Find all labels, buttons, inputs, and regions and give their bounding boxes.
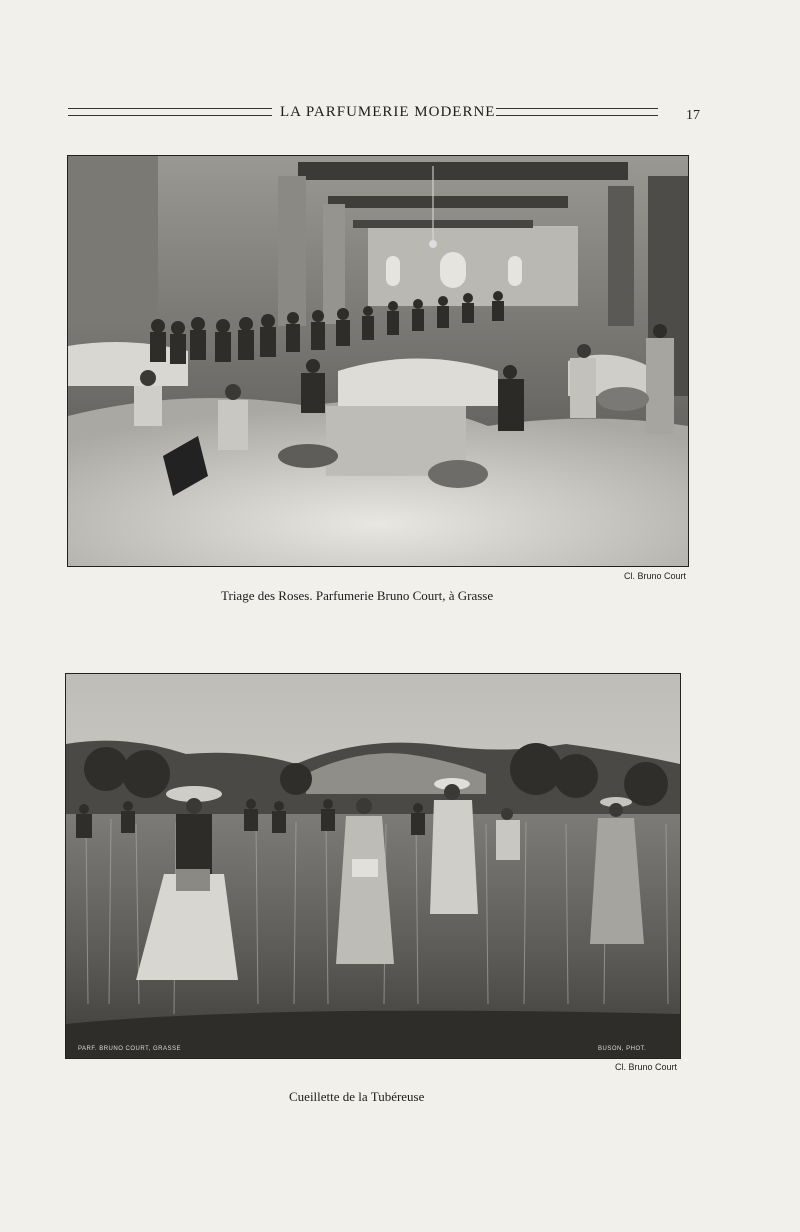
header-rule-right — [496, 108, 658, 116]
figure-caption: Triage des Roses. Parfumerie Bruno Court, à Grasse — [221, 588, 494, 603]
photo-credit: Cl. Bruno Court — [615, 1062, 678, 1072]
tuberose-harvest-illustration — [66, 674, 680, 1058]
photo-inscription-right: BUSON, PHOT. — [598, 1046, 647, 1052]
photo-credit: Cl. Bruno Court — [624, 571, 687, 581]
figure-caption: Cueillette de la Tubéreuse — [289, 1089, 425, 1104]
photo-inscription-left: PARF. BRUNO COURT, GRASSE — [78, 1046, 181, 1052]
rose-sorting-illustration — [68, 156, 688, 566]
photo-tuberose-harvest — [66, 674, 680, 1058]
page-number: 17 — [686, 108, 700, 123]
header-rule-left — [68, 108, 272, 116]
journal-title: LA PARFUMERIE MODERNE — [280, 104, 496, 120]
running-header — [66, 100, 706, 130]
photo-rose-sorting — [68, 156, 688, 566]
